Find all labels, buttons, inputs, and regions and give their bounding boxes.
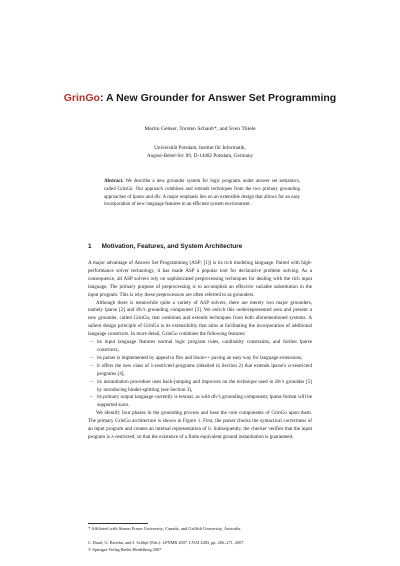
abstract [104,178,300,209]
affiliation-line-1: Universität Potsdam, Institut für Informatik, [154,145,246,151]
author-list: Martin Gebser, Torsten Schaub*, and Sven Thiele [144,126,256,132]
section-title: Motivation, Features, and System Architecture [101,243,243,250]
title-rest: : A New Grounder for Answer Set Programming [99,92,337,104]
footnote-rule [88,523,148,524]
list-item: – its primary output language currently is textual, as with dlv's grounding component; lparse format will be supported soon. [88,394,312,410]
paper-title [0,92,400,104]
list-item: – it offers the new class of λ-restricted programs (detailed in Section 2) that extends lparse's ω-restricted programs [4], [88,363,312,379]
paragraph-2: Although there is meanwhile quite a variety of ASP solvers, there are merely two major grounders, namely lparse [2] and dlv's grounding component [3]. We enrich this underrepresented area and present a new grounder, called GrinGo, that combines and extends techniques from both aforementioned systems. A salient design principle of GrinGo is its extensibility that aims at facilitating the incorporation of additional language constructs. In more detail, GrinGo combines the following features: [88,299,312,338]
list-item: – its parser is implemented by appeal to flex and bison++ paving an easy way for language extensions, [88,355,312,363]
section-number: 1 [88,243,92,250]
abstract-label: Abstract. [104,179,124,184]
system-name: GrinGo [63,92,100,104]
abstract-text: We describe a new grounder system for logic programs under answer set semantics, called GrinGo. Our approach combines and extends techniques from the two primary grounding approaches of lparse and dlv. A major emphasis lies on an extensible design that allows for an easy incorporation of new language features in an efficient system environment. [104,179,300,208]
citation-line: C. Baral, G. Brewka, and J. Schlipf (Eds.): LPNMR 2007, LNAI 4483, pp. 266–271, 2007. [88,540,245,545]
publication-footer [88,540,328,553]
paragraph-1: A major advantage of Answer Set Programming (ASP; [1]) is its rich modeling language. Paired with high-performance solver technology, it has made ASP a popular tool for declarative problem solving. As a consequence, all ASP solvers rely on sophisticated preprocessing techniques for dealing with the rich input language. The primary purpose of preprocessing is to accomplish an effective variable substitution in the input program. This is why these preprocessors are often referred to as grounders. [88,260,312,298]
list-item: – its instantiation procedure uses back-jumping and improves on the technique used in dlv's grounder [5] by introducing binder-splitting (see Section 3), [88,379,312,395]
footnote: * Affiliated with Simon Fraser University, Canada, and Griffith University, Australia. [88,526,242,531]
affiliation [0,144,400,160]
section-heading [88,243,328,250]
feature-list [88,339,312,410]
copyright-line: © Springer-Verlag Berlin Heidelberg 2007 [88,546,162,552]
affiliation-line-2: August-Bebel-Str. 89, D-14482 Potsdam, Germany [146,153,254,159]
list-item: – its input language features normal logic program rules, cardinality constraints, and further lparse constructs, [88,339,312,355]
paragraph-3: We identify four phases in the grounding process and base the core components of GrinGo upon them. The primary GrinGo architecture is shown in Figure 1. First, the parser checks the syntactical correctness of an input program and creates an internal representation of it. Subsequently, the checker verifies that the input program is λ-restricted, so that the existence of a finite equivalent ground instantiation is guaranteed. [88,410,312,440]
body-text [88,260,312,442]
